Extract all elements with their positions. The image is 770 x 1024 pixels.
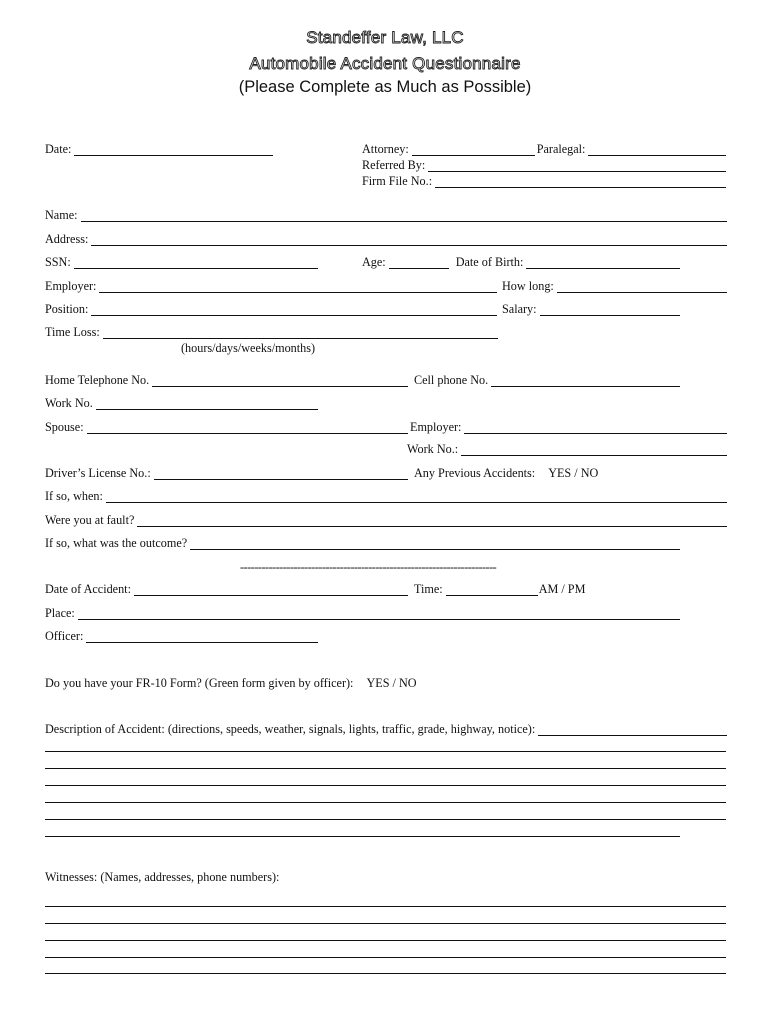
spouse-field[interactable]: [87, 421, 408, 434]
license-field[interactable]: [154, 467, 408, 480]
description-line-5[interactable]: [45, 819, 726, 820]
attorney-row: [362, 140, 726, 156]
license-row: [45, 464, 408, 480]
officer-label: Officer:: [45, 629, 84, 643]
referred-row: [362, 156, 726, 172]
fr10-row: [45, 674, 545, 690]
description-row: [45, 720, 727, 736]
witnesses-line-5[interactable]: [45, 973, 726, 974]
place-label: Place:: [45, 606, 75, 620]
spouse-employer-label: Employer:: [410, 420, 462, 434]
witnesses-label: Witnesses: (Names, addresses, phone numbers):: [45, 870, 280, 884]
ssn-label: SSN:: [45, 255, 71, 269]
witnesses-line-4[interactable]: [45, 957, 726, 958]
referred-label: Referred By:: [362, 158, 426, 172]
officer-row: [45, 627, 318, 643]
prev-accidents-label: Any Previous Accidents:: [414, 466, 536, 480]
section-separator: ------------------------------------------------------------------------: [240, 562, 497, 572]
referred-field[interactable]: [428, 159, 726, 172]
position-field[interactable]: [91, 303, 497, 316]
outcome-field[interactable]: [190, 537, 680, 550]
howlong-row: [502, 277, 727, 293]
position-label: Position:: [45, 302, 89, 316]
witnesses-line-1[interactable]: [45, 906, 726, 907]
description-line-2[interactable]: [45, 768, 726, 769]
accident-ampm[interactable]: AM / PM: [538, 582, 586, 596]
age-field[interactable]: [389, 256, 449, 269]
age-row: [362, 253, 680, 269]
dob-field[interactable]: [526, 256, 680, 269]
date-row: [45, 140, 273, 156]
accident-time-row: [414, 580, 614, 596]
file-row: [362, 172, 726, 188]
date-label: Date:: [45, 142, 72, 156]
timeloss-label: Time Loss:: [45, 325, 100, 339]
paralegal-field[interactable]: [588, 143, 726, 156]
work-phone-field[interactable]: [96, 397, 318, 410]
spouse-work-row: [407, 440, 727, 456]
cell-phone-label: Cell phone No.: [414, 373, 489, 387]
timeloss-hint: (hours/days/weeks/months): [181, 341, 316, 355]
date-field[interactable]: [74, 143, 273, 156]
fr10-options[interactable]: YES / NO: [366, 676, 417, 690]
fault-row: [45, 511, 727, 527]
place-row: [45, 604, 680, 620]
description-line-6[interactable]: [45, 836, 680, 837]
description-label: Description of Accident: (directions, speeds, weather, signals, lights, traffic, grade, highway, notice):: [45, 722, 536, 736]
accident-date-field[interactable]: [134, 583, 408, 596]
description-line-1[interactable]: [45, 751, 726, 752]
spouse-employer-row: [410, 418, 727, 434]
employer-field[interactable]: [99, 280, 497, 293]
accident-date-label: Date of Accident:: [45, 582, 131, 596]
spouse-employer-field[interactable]: [464, 421, 727, 434]
place-field[interactable]: [78, 607, 680, 620]
dob-label: Date of Birth:: [455, 255, 524, 269]
license-label: Driver’s License No.:: [45, 466, 151, 480]
work-phone-label: Work No.: [45, 396, 93, 410]
prev-accidents-row: [414, 464, 714, 480]
age-label: Age:: [362, 255, 386, 269]
description-line-3[interactable]: [45, 785, 726, 786]
accident-time-label: Time:: [414, 582, 443, 596]
timeloss-field[interactable]: [103, 326, 498, 339]
when-row: [45, 487, 727, 503]
work-phone-row: [45, 394, 318, 410]
firm-name: Standeffer Law, LLC: [306, 28, 464, 47]
outcome-row: [45, 534, 680, 550]
cell-phone-row: [414, 371, 680, 387]
outcome-label: If so, what was the outcome?: [45, 536, 188, 550]
timeloss-row: [45, 323, 498, 339]
fault-field[interactable]: [137, 514, 727, 527]
spouse-work-field[interactable]: [461, 443, 727, 456]
attorney-field[interactable]: [412, 143, 535, 156]
salary-row: [502, 300, 680, 316]
description-field[interactable]: [538, 723, 727, 736]
name-field[interactable]: [81, 209, 728, 222]
witnesses-line-3[interactable]: [45, 940, 726, 941]
description-line-4[interactable]: [45, 802, 726, 803]
name-label: Name:: [45, 208, 78, 222]
when-field[interactable]: [106, 490, 727, 503]
howlong-field[interactable]: [557, 280, 727, 293]
address-field[interactable]: [91, 233, 727, 246]
form-title: Automobile Accident Questionnaire: [249, 54, 521, 73]
when-label: If so, when:: [45, 489, 103, 503]
home-phone-label: Home Telephone No.: [45, 373, 150, 387]
fr10-label: Do you have your FR-10 Form? (Green form given by officer):: [45, 676, 354, 690]
file-label: Firm File No.:: [362, 174, 433, 188]
file-field[interactable]: [435, 175, 726, 188]
witnesses-line-2[interactable]: [45, 923, 726, 924]
officer-field[interactable]: [86, 630, 318, 643]
name-row: [45, 206, 727, 222]
accident-time-field[interactable]: [446, 583, 538, 596]
attorney-label: Attorney:: [362, 142, 409, 156]
fault-label: Were you at fault?: [45, 513, 135, 527]
home-phone-field[interactable]: [152, 374, 408, 387]
ssn-row: [45, 253, 318, 269]
spouse-row: [45, 418, 408, 434]
cell-phone-field[interactable]: [491, 374, 680, 387]
spouse-label: Spouse:: [45, 420, 84, 434]
salary-field[interactable]: [540, 303, 680, 316]
prev-accidents-options[interactable]: YES / NO: [548, 466, 599, 480]
witnesses-row: [45, 868, 445, 884]
employer-row: [45, 277, 497, 293]
paralegal-label: Paralegal:: [536, 142, 586, 156]
salary-label: Salary:: [502, 302, 537, 316]
employer-label: Employer:: [45, 279, 97, 293]
address-row: [45, 230, 727, 246]
position-row: [45, 300, 497, 316]
form-instruction: (Please Complete as Much as Possible): [238, 78, 532, 96]
spouse-work-label: Work No.:: [407, 442, 459, 456]
ssn-field[interactable]: [74, 256, 318, 269]
accident-date-row: [45, 580, 408, 596]
howlong-label: How long:: [502, 279, 554, 293]
address-label: Address:: [45, 232, 89, 246]
home-phone-row: [45, 371, 408, 387]
